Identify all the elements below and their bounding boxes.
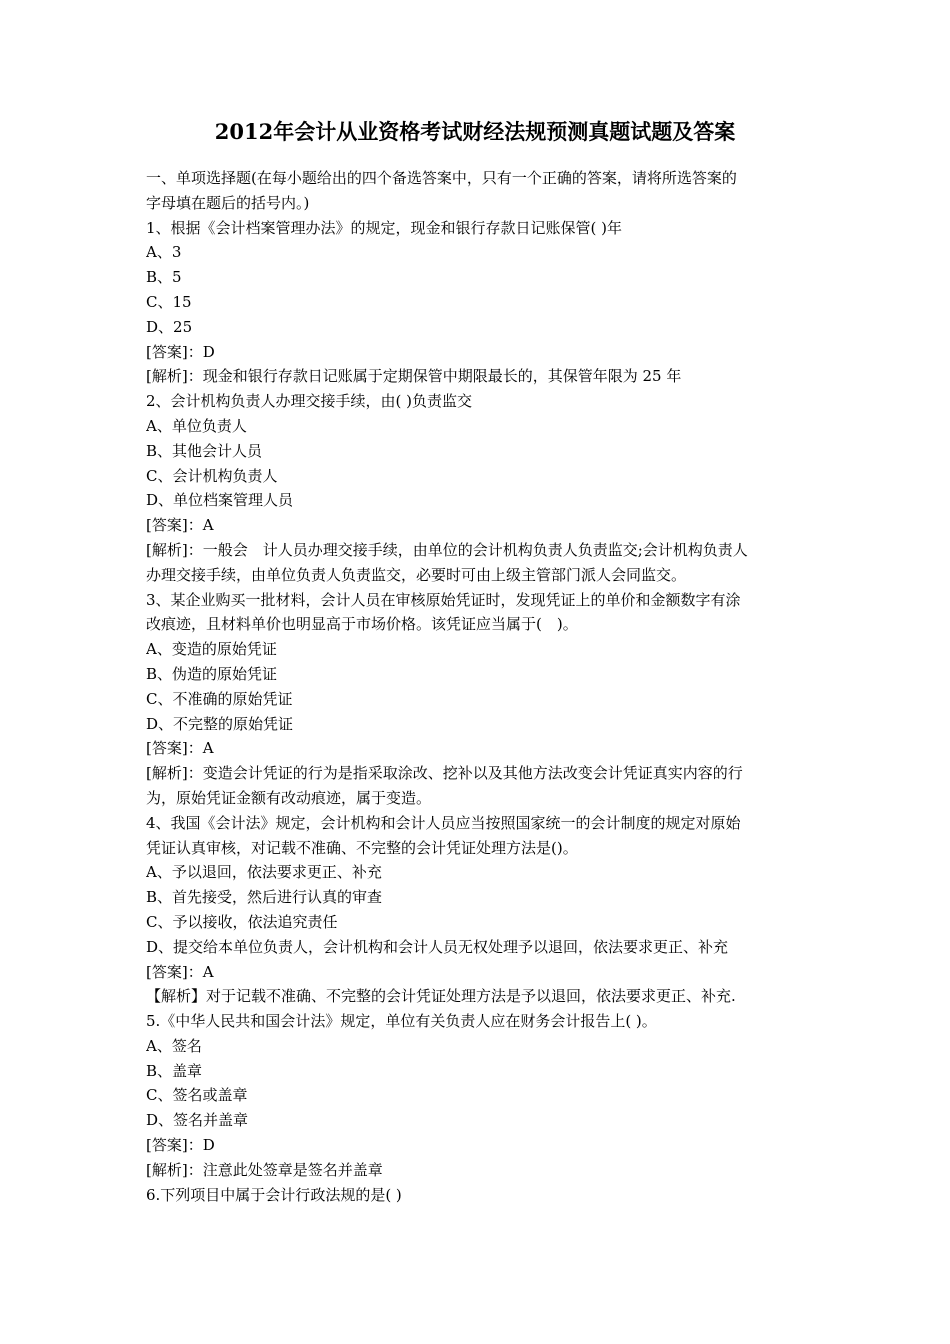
text-line: [解析]：现金和银行存款日记账属于定期保管中期限最长的，其保管年限为 25 年	[146, 367, 682, 386]
text-line: [解析]：变造会计凭证的行为是指采取涂改、挖补以及其他方法改变会计凭证真实内容的行	[146, 764, 743, 783]
text-line: A、予以退回，依法要求更正、补充	[146, 863, 382, 882]
text-line: D、提交给本单位负责人，会计机构和会计人员无权处理予以退回，依法要求更正、补充	[146, 937, 729, 956]
document-body	[146, 166, 816, 1207]
text-line: B、盖章	[146, 1061, 203, 1080]
text-line: C、予以接收，依法追究责任	[146, 912, 338, 931]
text-line: C、签名或盖章	[146, 1086, 248, 1105]
text-line: [答案]：A	[146, 962, 214, 981]
text-line: 字母填在题后的括号内。)	[146, 193, 310, 212]
text-line: A、签名	[146, 1036, 202, 1055]
text-line: D、签名并盖章	[146, 1111, 249, 1130]
text-line: 办理交接手续，由单位负责人负责监交，必要时可由上级主管部门派人会同监交。	[146, 565, 687, 584]
text-line: C、会计机构负责人	[146, 466, 278, 485]
text-line: A、3	[146, 243, 182, 262]
text-line: 2、会计机构负责人办理交接手续，由( )负责监交	[146, 392, 473, 411]
text-line: D、单位档案管理人员	[146, 491, 294, 510]
text-line: 凭证认真审核，对记载不准确、不完整的会计凭证处理方法是()。	[146, 838, 578, 857]
document-title: 2012年会计从业资格考试财经法规预测真题试题及答案	[214, 119, 736, 144]
text-line: C、不准确的原始凭证	[146, 689, 293, 708]
text-line: B、5	[146, 268, 182, 287]
text-line: B、首先接受，然后进行认真的审查	[146, 888, 383, 907]
text-line: 一、单项选择题(在每小题给出的四个备选答案中，只有一个正确的答案，请将所选答案的	[146, 169, 737, 187]
text-line: [答案]：D	[146, 1136, 215, 1155]
text-line: [答案]：D	[146, 342, 215, 361]
text-line: 4、我国《会计法》规定，会计机构和会计人员应当按照国家统一的会计制度的规定对原始	[146, 813, 741, 832]
text-line: C、15	[146, 292, 192, 311]
text-line: [答案]：A	[146, 516, 214, 535]
text-line: 改痕迹，且材料单价也明显高于市场价格。该凭证应当属于( )。	[146, 615, 578, 634]
text-line: 5.《中华人民共和国会计法》规定，单位有关负责人应在财务会计报告上( )。	[146, 1012, 657, 1031]
text-line: 1、根据《会计档案管理办法》的规定，现金和银行存款日记账保管( )年	[146, 218, 623, 237]
text-line: B、其他会计人员	[146, 441, 263, 460]
text-line: [解析]：注意此处签章是签名并盖章	[146, 1160, 383, 1179]
text-line: D、25	[146, 317, 193, 336]
text-line: A、单位负责人	[146, 416, 247, 435]
text-line: D、不完整的原始凭证	[146, 714, 294, 733]
text-line: 3、某企业购买一批材料，会计人员在审核原始凭证时，发现凭证上的单价和金额数字有涂	[146, 590, 741, 609]
text-line: 【解析】对于记载不准确、不完整的会计凭证处理方法是予以退回，依法要求更正、补充.	[146, 987, 736, 1006]
text-line: B、伪造的原始凭证	[146, 664, 278, 683]
text-line: [答案]：A	[146, 739, 214, 758]
text-line: 为，原始凭证金额有改动痕迹，属于变造。	[146, 788, 432, 807]
text-line: 6.下列项目中属于会计行政法规的是( )	[146, 1185, 402, 1204]
text-line: A、变造的原始凭证	[146, 640, 277, 659]
text-line: [解析]：一般会 计人员办理交接手续，由单位的会计机构负责人负责监交;会计机构负责人	[146, 540, 748, 559]
